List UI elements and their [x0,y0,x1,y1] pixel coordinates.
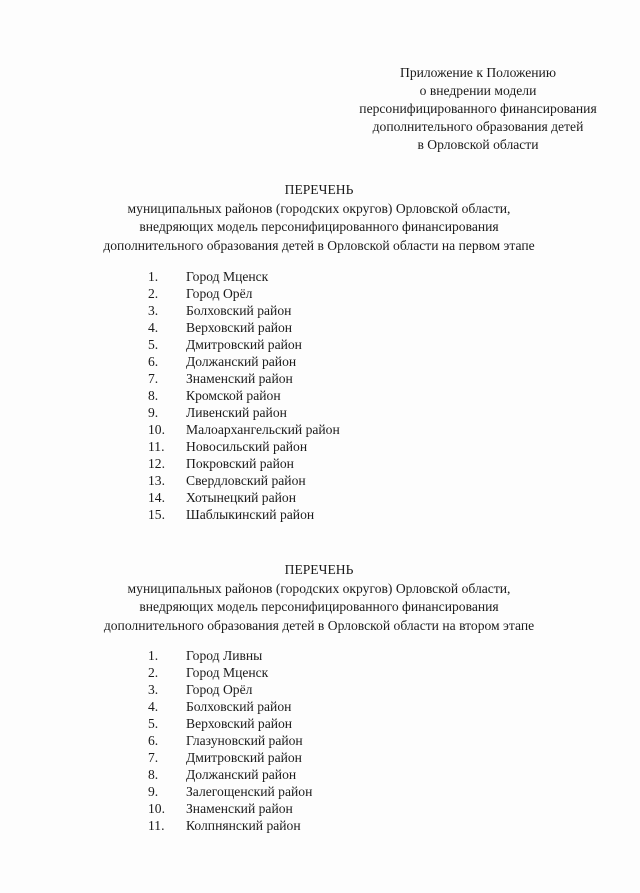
list-item-name: Верховский район [186,716,293,731]
list-item-number: 2. [148,286,159,301]
list-item-number: 6. [148,354,159,369]
list-item-number: 9. [148,405,159,420]
list-item-name: Город Орёл [186,286,253,301]
list-item-name: Кромской район [186,388,281,403]
list-item-number: 14. [148,490,165,505]
appendix-line: в Орловской области [417,137,539,152]
list-item-name: Хотынецкий район [186,490,296,505]
list-item-name: Должанский район [186,354,297,369]
list-item-number: 5. [148,716,159,731]
list-item-name: Колпнянский район [186,818,301,833]
list-item-name: Новосильский район [186,439,308,454]
list-item-number: 6. [148,733,159,748]
list-item-number: 4. [148,320,159,335]
list-item-name: Знаменский район [186,371,293,386]
list-item-name: Ливенский район [186,405,287,420]
list-item-number: 7. [148,371,159,386]
list-item-name: Залегощенский район [186,784,313,799]
appendix-line: Приложение к Положению [400,65,556,80]
list-item-name: Город Мценск [186,665,269,680]
list-item-name: Болховский район [186,699,292,714]
appendix-line: персонифицированного финансирования [359,101,597,116]
list-item-number: 12. [148,456,165,471]
list-item-number: 4. [148,699,159,714]
list-item-name: Дмитровский район [186,337,302,352]
list-item-name: Свердловский район [186,473,306,488]
list-item-name: Шаблыкинский район [186,507,315,522]
list-item-number: 15. [148,507,165,522]
list-item-name: Глазуновский район [186,733,303,748]
section-1-heading [0,181,640,255]
list-item-number: 3. [148,303,159,318]
list-item-number: 13. [148,473,165,488]
list-item-number: 8. [148,388,159,403]
section-subtitle-line: внедряющих модель персонифицированного финансирования [139,219,499,234]
section-subtitle-line: дополнительного образования детей в Орловской области на первом этапе [103,237,535,253]
section-title: ПЕРЕЧЕНЬ [284,182,354,197]
list-item-number: 11. [148,439,165,454]
list-item-number: 8. [148,767,159,782]
list-item-name: Город Орёл [186,682,253,697]
list-item-number: 2. [148,665,159,680]
list-item-name: Знаменский район [186,801,293,816]
list-item-number: 3. [148,682,159,697]
section-2-heading [0,561,640,635]
appendix-header [300,64,640,154]
section-subtitle-line: дополнительного образования детей в Орловской области на втором этапе [103,617,535,633]
list-item-name: Город Ливны [186,648,263,663]
section-subtitle-line: муниципальных районов (городских округов) Орловской области, [127,200,511,216]
list-item-number: 11. [148,818,165,833]
list-item-number: 1. [148,648,159,663]
list-item-name: Город Мценск [186,269,269,284]
list-item-name: Должанский район [186,767,297,782]
list-item-number: 10. [148,801,165,816]
list-item-name: Верховский район [186,320,293,335]
list-item-number: 1. [148,269,159,284]
section-subtitle-line: муниципальных районов (городских округов) Орловской области, [127,580,511,596]
list-item-number: 9. [148,784,159,799]
section-subtitle-line: внедряющих модель персонифицированного финансирования [139,599,499,614]
list-item-name: Малоархангельский район [186,422,340,437]
list-item-number: 10. [148,422,165,437]
list-item-name: Болховский район [186,303,292,318]
appendix-line: о внедрении модели [419,83,537,98]
appendix-line: дополнительного образования детей [372,119,584,134]
list-item-number: 5. [148,337,159,352]
list-item-number: 7. [148,750,159,765]
list-item-name: Дмитровский район [186,750,302,765]
section-title: ПЕРЕЧЕНЬ [284,562,354,577]
list-item-name: Покровский район [186,456,294,471]
